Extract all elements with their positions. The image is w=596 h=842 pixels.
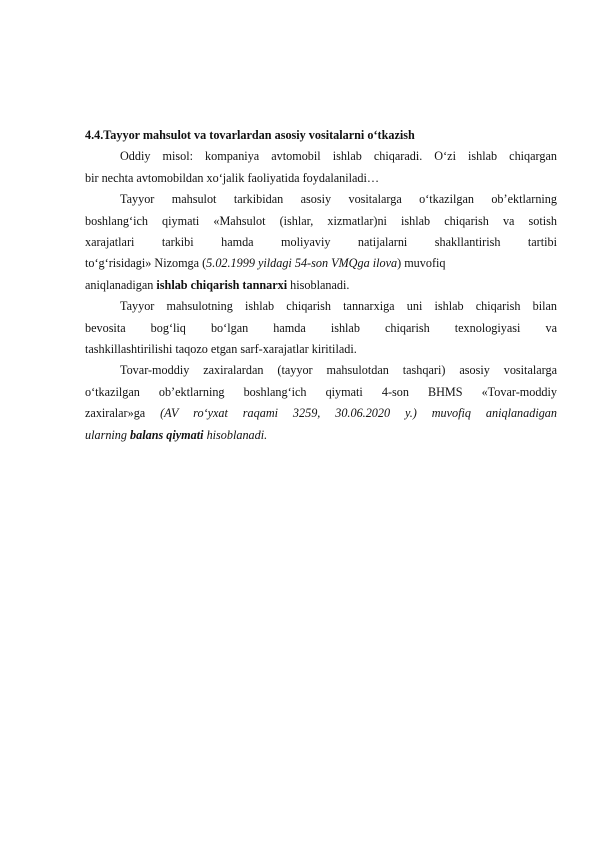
paragraph-3 [85,296,557,360]
paragraph-4-line-4-tail: hisoblanadi. [203,427,268,442]
paragraph-2-line-4-text: to‘g‘risidagi» Nizomga ( [85,256,207,271]
registry-reference: (AV ro‘yxat raqami 3259, 30.06.2020 y.) muvofiq aniqlanadigan [160,406,557,421]
document-body [85,125,557,446]
paragraph-1-line-2: bir nechta avtomobildan xo‘jalik faoliyatida foydalaniladi… [85,170,380,185]
paragraph-2-line-5 [85,275,557,296]
paragraph-2-line-3: xarajatlari tarkibi hamda moliyaviy natijalarni shakllantirish tartibi [85,235,557,250]
paragraph-2 [85,189,557,296]
paragraph-2-line-1: Tayyor mahsulot tarkibidan asosiy vositalarga o‘tkazilgan ob’ektlarning [120,192,557,207]
balance-value-term: balans qiymati [130,427,204,442]
production-cost-term: ishlab chiqarish tannarxi [156,277,288,292]
paragraph-2-line-5-text: aniqlanadigan [85,277,157,292]
paragraph-4-line-4-text: ularning [85,427,131,442]
paragraph-4-line-3 [85,403,557,424]
paragraph-1-line-1: Oddiy misol: kompaniya avtomobil ishlab chiqaradi. O‘zi ishlab chiqargan [120,149,557,164]
paragraph-4-line-1: Tovar-moddiy zaxiralardan (tayyor mahsulotdan tashqari) asosiy vositalarga [120,363,557,378]
paragraph-3-line-1: Tayyor mahsulotning ishlab chiqarish tannarxiga uni ishlab chiqarish bilan [120,299,557,314]
paragraph-1 [85,146,557,189]
paragraph-4-line-4 [85,425,557,446]
paragraph-4-line-2: o‘tkazilgan ob’ektlarning boshlang‘ich qiymati 4-son BHMS «Tovar-moddiy [85,384,557,399]
paragraph-3-line-2: bevosita bog‘liq bo‘lgan hamda ishlab chiqarish texnologiyasi va [85,320,557,335]
paragraph-4-line-3-text: zaxiralar»ga [85,406,161,421]
paragraph-4 [85,360,557,446]
paragraph-2-line-4-tail: ) muvofiq [397,256,446,271]
paragraph-3-line-3: tashkillashtirilishi taqozo etgan sarf-xarajatlar kiritiladi. [85,342,357,357]
paragraph-2-line-2: boshlang‘ich qiymati «Mahsulot (ishlar, xizmatlar)ni ishlab chiqarish va sotish [85,213,557,228]
decree-reference: 5.02.1999 yildagi 54-son VMQga ilova [206,256,398,271]
paragraph-2-line-5-tail: hisoblanadi. [287,277,350,292]
section-heading: 4.4.Tayyor mahsulot va tovarlardan asosiy vositalarni o‘tkazish [85,128,415,142]
paragraph-2-line-4 [85,253,557,274]
